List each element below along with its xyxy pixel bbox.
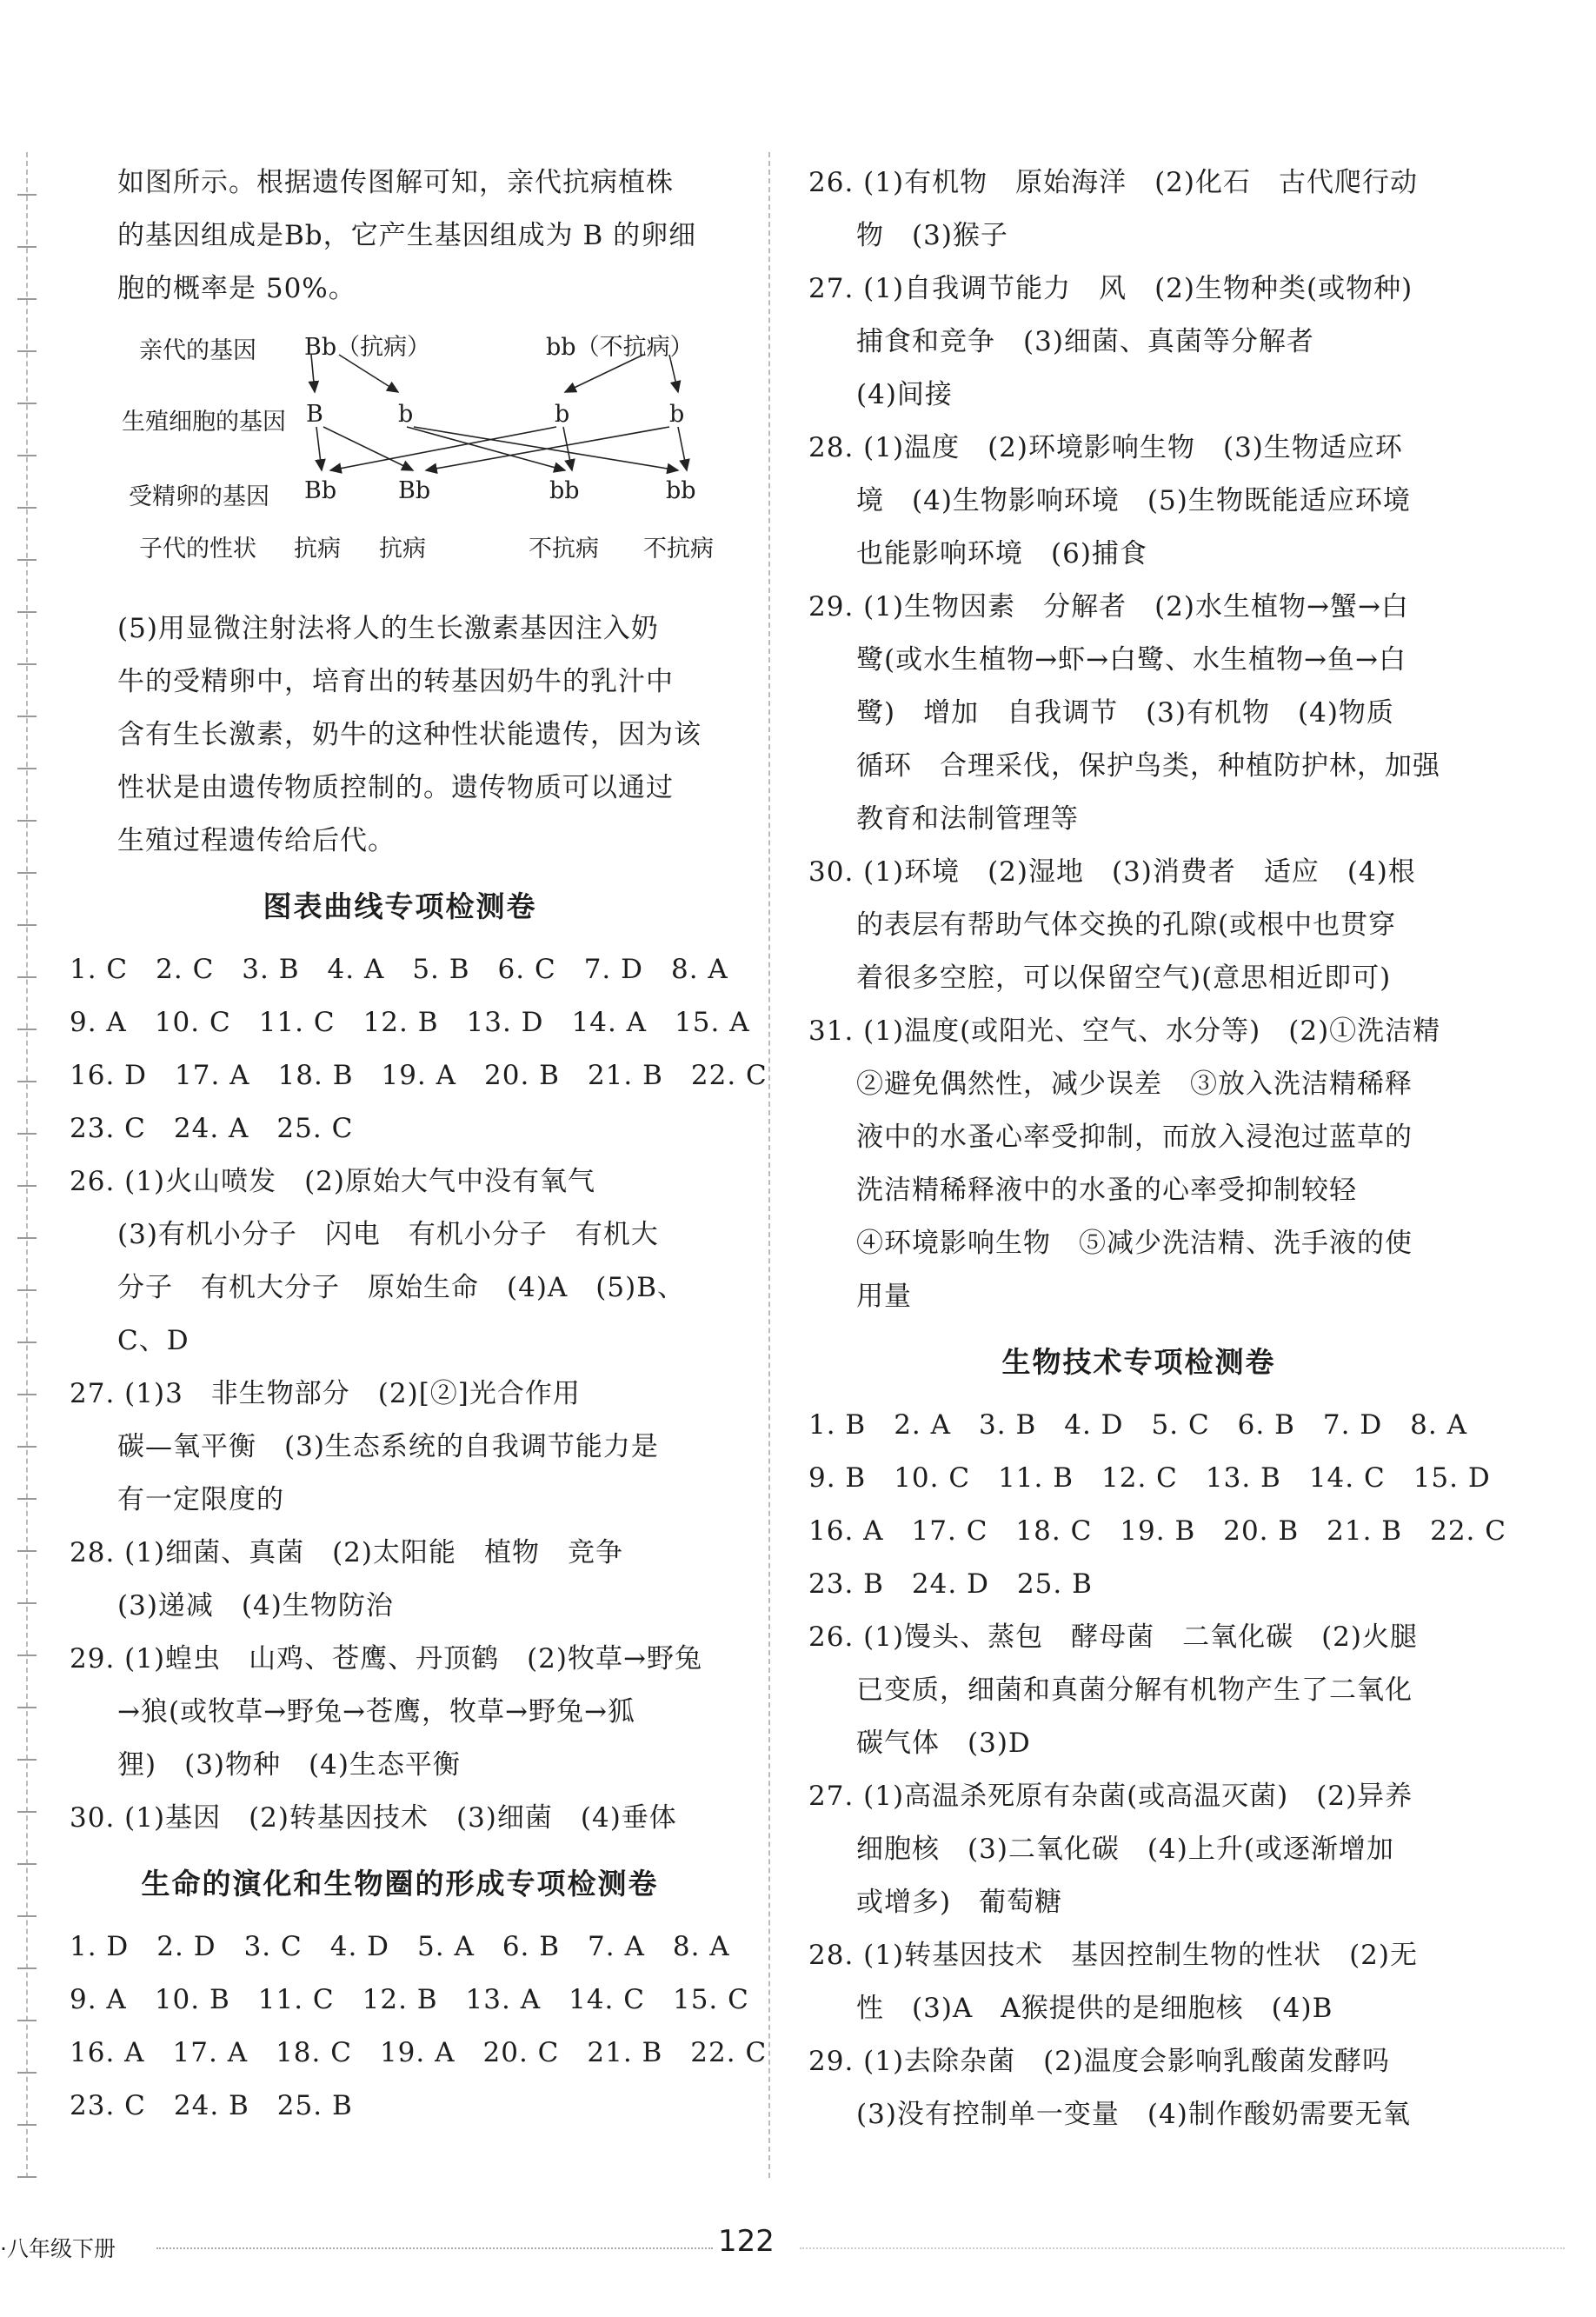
- answer-line: ②避免偶然性，减少误差 ③放入洗洁精稀释: [856, 1069, 1413, 1100]
- text-line: 生殖过程遗传给后代。: [117, 825, 396, 856]
- answer-line: 的表层有帮助气体交换的孔隙(或根中也贯穿: [856, 909, 1397, 941]
- answer-line: (4)间接: [856, 379, 953, 410]
- diagram-zygote: Bb: [304, 477, 337, 504]
- answer-line: (3)递减 (4)生物防治: [117, 1590, 394, 1621]
- section2-answers: [70, 1921, 768, 2133]
- answer-line: 16. D 17. A 18. B 19. A 20. B 21. B 22. C: [70, 1060, 768, 1091]
- diagram-row-label-trait: 子代的性状: [139, 536, 256, 563]
- answer-line: 鹭(或水生植物→虾→白鹭、水生植物→鱼→白: [856, 644, 1406, 676]
- answer-line: 狸) (3)物种 (4)生态平衡: [117, 1749, 461, 1781]
- diagram-row-label-parent: 亲代的基因: [139, 337, 256, 364]
- diagram-gamete: b: [398, 401, 414, 428]
- answer-line: →狼(或牧草→野兔→苍鹰，牧草→野兔→狐: [117, 1696, 635, 1728]
- footer-grade-label: ·八年级下册: [0, 2236, 116, 2261]
- answer-line: 26. (1)火山喷发 (2)原始大气中没有氧气: [70, 1166, 595, 1197]
- diagram-zygote: Bb: [398, 477, 431, 504]
- answer-line: 30. (1)基因 (2)转基因技术 (3)细菌 (4)垂体: [70, 1802, 677, 1834]
- text-line: 牛的受精卵中，培育出的转基因奶牛的乳汁中: [117, 666, 674, 697]
- answer-line: 9. B 10. C 11. B 12. C 13. B 14. C 15. D: [808, 1462, 1491, 1494]
- answer-line: 捕食和竞争 (3)细菌、真菌等分解者: [856, 326, 1314, 357]
- diagram-trait: 抗病: [379, 536, 426, 563]
- answer-line: 26. (1)馒头、蒸包 酵母菌 二氧化碳 (2)火腿: [808, 1621, 1418, 1653]
- section-title: 生命的演化和生物圈的形成专项检测卷: [141, 1867, 659, 1901]
- answer-line: 31. (1)温度(或阳光、空气、水分等) (2)①洗洁精: [808, 1015, 1441, 1047]
- diagram-trait: 抗病: [294, 536, 341, 563]
- answer-line: 23. C 24. B 25. B: [70, 2090, 353, 2121]
- answer-line: 着很多空腔，可以保留空气)(意思相近即可): [856, 962, 1392, 994]
- answer-line: 洗洁精稀释液中的水蚤的心率受抑制较轻: [856, 1175, 1357, 1206]
- answer-line: 循环 合理采伐，保护鸟类，种植防护林，加强: [856, 750, 1440, 782]
- answer-line: 物 (3)猴子: [856, 220, 1008, 251]
- answer-line: 16. A 17. C 18. C 19. B 20. B 21. B 22. C: [808, 1515, 1506, 1547]
- section1-answers: [70, 943, 768, 1845]
- text-line: 的基因组成是Bb，它产生基因组成为 B 的卵细: [117, 220, 697, 251]
- answer-line: 28. (1)温度 (2)环境影响生物 (3)生物适应环: [808, 432, 1403, 463]
- answer-line: 境 (4)生物影响环境 (5)生物既能适应环境: [856, 485, 1411, 516]
- footer-dotted-rule-right: [800, 2247, 1565, 2249]
- text-line: 胞的概率是 50%。: [117, 273, 356, 304]
- column-divider: [768, 152, 770, 2178]
- section2-continued-answers: [808, 156, 1469, 1323]
- diagram-zygote: bb: [549, 477, 580, 504]
- answer-line: 1. D 2. D 3. C 4. D 5. A 6. B 7. A 8. A: [70, 1931, 730, 1962]
- answer-line: 29. (1)生物因素 分解者 (2)水生植物→蟹→白: [808, 591, 1409, 623]
- answer-line: 29. (1)去除杂菌 (2)温度会影响乳酸菌发酵吗: [808, 2046, 1390, 2077]
- answer-line: 也能影响环境 (6)捕食: [856, 538, 1147, 569]
- answer-line: 27. (1)自我调节能力 风 (2)生物种类(或物种): [808, 273, 1413, 304]
- answer-line: 28. (1)转基因技术 基因控制生物的性状 (2)无: [808, 1940, 1418, 1971]
- footer-dotted-rule: [156, 2247, 713, 2249]
- answer-line: 28. (1)细菌、真菌 (2)太阳能 植物 竞争: [70, 1537, 623, 1568]
- answer-line: 23. C 24. A 25. C: [70, 1113, 354, 1144]
- answer-line: 9. A 10. C 11. C 12. B 13. D 14. A 15. A: [70, 1007, 750, 1038]
- answer-line: 性 (3)A A猴提供的是细胞核 (4)B: [856, 1993, 1333, 2024]
- answer-line: (3)没有控制单一变量 (4)制作酸奶需要无氧: [856, 2099, 1411, 2130]
- answer-line: 29. (1)蝗虫 山鸡、苍鹰、丹顶鹤 (2)牧草→野兔: [70, 1643, 702, 1674]
- answer-line: 碳—氧平衡 (3)生态系统的自我调节能力是: [117, 1431, 659, 1462]
- diagram-parent-left: Bb（抗病）: [304, 334, 431, 361]
- section-title: 生物技术专项检测卷: [1001, 1345, 1276, 1379]
- answer-line: 液中的水蚤心率受抑制，而放入浸泡过蓝草的: [856, 1122, 1413, 1153]
- answer-line: 30. (1)环境 (2)湿地 (3)消费者 适应 (4)根: [808, 856, 1416, 888]
- binding-margin-line: [26, 152, 28, 2178]
- diagram-gamete: b: [555, 401, 570, 428]
- diagram-gamete: B: [306, 401, 323, 428]
- answer-line: ④环境影响生物 ⑤减少洗洁精、洗手液的使: [856, 1228, 1413, 1259]
- answer-line: 16. A 17. A 18. C 19. A 20. C 21. B 22. C: [70, 2037, 768, 2068]
- diagram-row-label-gamete: 生殖细胞的基因: [122, 409, 286, 436]
- diagram-row-label-zygote: 受精卵的基因: [129, 483, 269, 510]
- right-column: [808, 156, 1506, 2141]
- diagram-zygote: bb: [666, 477, 696, 504]
- answer-line: C、D: [117, 1325, 190, 1356]
- answer-line: (3)有机小分子 闪电 有机小分子 有机大: [117, 1219, 659, 1250]
- q5-paragraph: [70, 603, 730, 868]
- answer-line: 教育和法制管理等: [856, 803, 1079, 835]
- intro-paragraph: [70, 156, 730, 316]
- answer-line: 细胞核 (3)二氧化碳 (4)上升(或逐渐增加: [856, 1834, 1394, 1865]
- answer-line: 碳气体 (3)D: [856, 1728, 1031, 1759]
- answer-line: 用量: [856, 1281, 912, 1312]
- diagram-gamete: b: [669, 401, 685, 428]
- diagram-trait: 不抗病: [529, 536, 599, 563]
- text-line: 如图所示。根据遗传图解可知，亲代抗病植株: [117, 167, 674, 198]
- answer-line: 23. B 24. D 25. B: [808, 1568, 1093, 1600]
- left-column: [70, 156, 768, 2133]
- answer-line: 分子 有机大分子 原始生命 (4)A (5)B、: [117, 1272, 685, 1303]
- answer-line: 鹭) 增加 自我调节 (3)有机物 (4)物质: [856, 697, 1394, 729]
- answer-line: 已变质，细菌和真菌分解有机物产生了二氧化: [856, 1674, 1413, 1706]
- section3-answers: [808, 1399, 1506, 2141]
- text-line: (5)用显微注射法将人的生长激素基因注入奶: [117, 613, 659, 644]
- text-line: 性状是由遗传物质控制的。遗传物质可以通过: [117, 772, 674, 803]
- genetic-cross-diagram: [70, 316, 730, 603]
- answer-line: 有一定限度的: [117, 1484, 284, 1515]
- section-title: 图表曲线专项检测卷: [263, 889, 537, 923]
- answer-line: 9. A 10. B 11. C 12. B 13. A 14. C 15. C: [70, 1984, 749, 2015]
- answer-line: 或增多) 葡萄糖: [856, 1887, 1063, 1918]
- answer-line: 26. (1)有机物 原始海洋 (2)化石 古代爬行动: [808, 167, 1418, 198]
- text-line: 含有生长激素，奶牛的这种性状能遗传，因为该: [117, 719, 702, 750]
- page-number: 122: [718, 2224, 775, 2259]
- answer-line: 1. B 2. A 3. B 4. D 5. C 6. B 7. D 8. A: [808, 1409, 1467, 1441]
- answer-line: 1. C 2. C 3. B 4. A 5. B 6. C 7. D 8. A: [70, 954, 728, 985]
- answer-line: 27. (1)3 非生物部分 (2)[②]光合作用: [70, 1378, 581, 1409]
- diagram-parent-right: bb（不抗病）: [546, 334, 694, 361]
- diagram-trait: 不抗病: [643, 536, 714, 563]
- answer-line: 27. (1)高温杀死原有杂菌(或高温灭菌) (2)异养: [808, 1781, 1413, 1812]
